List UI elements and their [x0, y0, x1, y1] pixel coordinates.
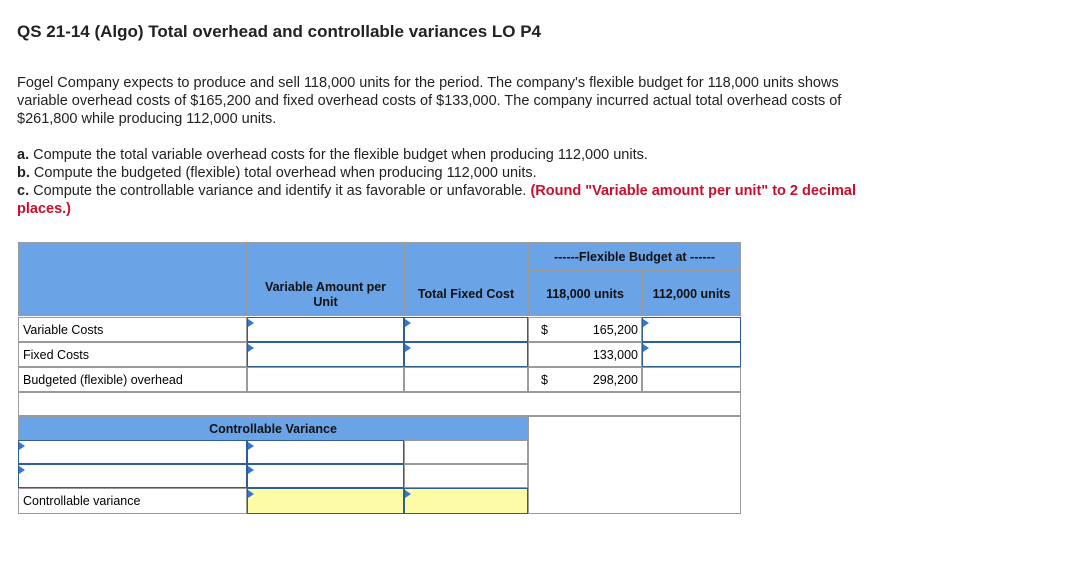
fixed-costs-118000	[528, 342, 642, 367]
header-118000	[528, 271, 642, 316]
fixed-costs-118000-value: 133,000	[592, 347, 638, 362]
variable-costs-118000-value: 165,200	[592, 322, 638, 337]
col-118000-header: 118,000 units	[546, 287, 624, 301]
header-flexible-budget-group	[528, 242, 741, 271]
variance-amount-input-2[interactable]	[247, 464, 404, 488]
variable-total-fixed-input[interactable]	[404, 317, 528, 342]
variance-amount-input-1[interactable]	[247, 440, 404, 464]
input-marker-icon	[405, 319, 411, 327]
intro-line: $261,800 while producing 112,000 units.	[17, 111, 277, 127]
input-marker-icon	[19, 442, 25, 450]
variable-costs-118000	[528, 317, 642, 342]
flexible-budget-group-header: ------Flexible Budget at ------	[553, 250, 716, 264]
var-amount-header-line2: Unit	[313, 295, 338, 309]
variance-label-input-2[interactable]	[18, 464, 247, 488]
spacer-row	[18, 392, 741, 416]
controllable-variance-amount-input[interactable]	[247, 488, 404, 514]
input-marker-icon	[248, 490, 254, 498]
task-a-prefix: a.	[17, 147, 30, 163]
intro-paragraph	[17, 74, 947, 128]
input-marker-icon	[248, 344, 254, 352]
budgeted-overhead-118000	[528, 367, 642, 392]
intro-line: Fogel Company expects to produce and sell 118,000 units for the period. The company's flexible budget for 118,000 units shows	[17, 75, 839, 91]
task-c-continued: places.)	[17, 201, 71, 217]
controllable-variance-label: Controllable variance	[18, 488, 247, 514]
input-marker-icon	[248, 319, 254, 327]
fixed-amount-per-unit-input[interactable]	[247, 342, 404, 367]
header-total-fixed	[404, 242, 528, 316]
input-marker-icon	[248, 442, 254, 450]
input-marker-icon	[643, 319, 649, 327]
task-b-text: Compute the budgeted (flexible) total overhead when producing 112,000 units.	[29, 165, 537, 181]
question-title: QS 21-14 (Algo) Total overhead and controllable variances LO P4	[17, 22, 541, 41]
var-amount-header-line1: Variable Amount per	[264, 280, 387, 294]
dollar-sign: $	[541, 322, 548, 337]
input-marker-icon	[248, 466, 254, 474]
header-blank-cell	[18, 242, 247, 316]
task-b-prefix: b.	[17, 165, 30, 181]
dollar-sign: $	[541, 372, 548, 387]
row-label-variable-costs: Variable Costs	[18, 317, 247, 342]
task-a-text: Compute the total variable overhead costs for the flexible budget when producing 112,000 units.	[29, 147, 648, 163]
task-list	[17, 146, 937, 218]
input-marker-icon	[19, 466, 25, 474]
input-marker-icon	[643, 344, 649, 352]
header-112000	[642, 271, 741, 316]
col-112000-header: 112,000 units	[652, 287, 731, 301]
variable-amount-per-unit-input[interactable]	[247, 317, 404, 342]
rounding-note: (Round "Variable amount per unit" to 2 decimal	[530, 183, 856, 199]
budgeted-overhead-112000-output	[642, 367, 741, 392]
total-fixed-header: Total Fixed Cost	[417, 287, 515, 301]
favorable-unfavorable-select[interactable]	[404, 488, 528, 514]
fixed-total-fixed-input[interactable]	[404, 342, 528, 367]
input-marker-icon	[405, 490, 411, 498]
task-c-text: Compute the controllable variance and identify it as favorable or unfavorable.	[29, 183, 531, 199]
row-label-fixed-costs: Fixed Costs	[18, 342, 247, 367]
input-marker-icon	[405, 344, 411, 352]
variance-side-blank	[528, 416, 741, 514]
header-var-amount	[247, 242, 404, 316]
task-a	[17, 146, 937, 164]
variable-costs-112000-input[interactable]	[642, 317, 741, 342]
variance-blank-cell	[404, 464, 528, 488]
budgeted-blank-cell	[404, 367, 528, 392]
task-c	[17, 182, 937, 200]
variance-blank-cell	[404, 440, 528, 464]
fixed-costs-112000-input[interactable]	[642, 342, 741, 367]
task-c-prefix: c.	[17, 183, 30, 199]
variance-header-bar	[18, 416, 528, 440]
row-label-budgeted-overhead: Budgeted (flexible) overhead	[18, 367, 247, 392]
budgeted-overhead-118000-value: 298,200	[592, 372, 638, 387]
budgeted-blank-cell	[247, 367, 404, 392]
task-b	[17, 164, 937, 182]
intro-line: variable overhead costs of $165,200 and fixed overhead costs of $133,000. The company incurred actual total overhead costs of	[17, 93, 842, 109]
controllable-variance-header: Controllable Variance	[209, 422, 337, 436]
variance-label-input-1[interactable]	[18, 440, 247, 464]
